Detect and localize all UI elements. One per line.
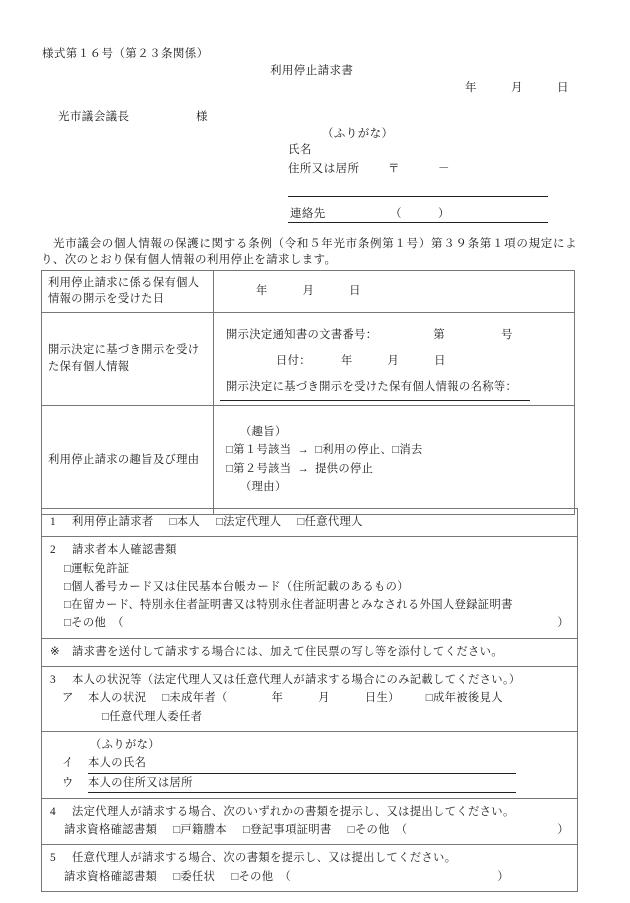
contact-paren-close: ）	[438, 208, 450, 220]
purpose-option-1[interactable]	[226, 442, 568, 458]
table-row-section-1	[42, 509, 578, 537]
checkbox-power-of-attorney[interactable]: □委任状	[173, 870, 216, 883]
info-name-label: 開示決定に基づき開示を受けた保有個人情報の名称等：	[226, 380, 518, 393]
identity-name-row[interactable]	[50, 754, 569, 773]
section-5-title: 任意代理人が請求する場合、次の書類を提示し、又は提出してください。	[72, 852, 457, 865]
section-4-docs-label: 請求資格確認書類	[64, 824, 158, 837]
form-number: 様式第１６号（第２３条関係）	[42, 48, 209, 60]
section-2-heading	[50, 541, 569, 559]
postal-code-symbol: 〒	[388, 163, 400, 175]
other-document-paren-close: ）	[557, 617, 569, 630]
label-disclosure-received-date: 利用停止請求に係る保有個人情報の開示を受けた日	[42, 271, 214, 313]
section-1-cell	[42, 509, 578, 537]
checkbox-other-4[interactable]: □その他 （	[347, 824, 408, 837]
label-disclosed-personal-info: 開示決定に基づき開示を受けた保有個人情報	[42, 312, 214, 405]
applicant-name-label: 氏名	[288, 144, 312, 156]
doc-number-row	[226, 327, 568, 343]
note-mark-icon: ※	[50, 645, 60, 658]
table-row-disclosed-info	[42, 312, 575, 405]
checkbox-voluntary-rep[interactable]: □任意代理人	[297, 516, 363, 528]
checkbox-voluntary-rep-delegator[interactable]: □任意代理人委任者	[102, 710, 203, 723]
checkbox-legal-rep[interactable]: □法定代理人	[216, 516, 282, 528]
checkbox-adult-ward[interactable]: □成年被後見人	[425, 692, 503, 705]
checkbox-minor[interactable]: □未成年者（	[162, 692, 228, 705]
section-2-number: 2	[50, 544, 56, 557]
item-index-u: ウ	[62, 776, 74, 789]
section-4-heading	[50, 803, 569, 821]
checkbox-drivers-license[interactable]: □運転免許証	[64, 562, 130, 575]
document-title: 利用停止請求書	[270, 65, 354, 77]
addressee-name: 光市議会議長	[58, 111, 130, 123]
table-row-disclosure-date	[42, 271, 575, 313]
doc-number-gou: 号	[501, 329, 513, 342]
section-3-heading	[50, 671, 569, 689]
section-1-title: 利用停止請求者	[72, 516, 154, 528]
applicant-verification-table	[41, 508, 578, 892]
furigana-label: （ふりがな）	[322, 128, 394, 140]
section-3-cell	[42, 667, 578, 732]
minor-birthdate: 年 月 日生）	[271, 692, 400, 705]
applicant-address-label: 住所又は居所	[288, 163, 360, 175]
checkbox-item1[interactable]: □第１号該当	[226, 444, 292, 457]
doc-number-label: 開示決定通知書の文書番号：	[226, 329, 378, 342]
section-3-identity-cell	[42, 731, 578, 798]
section-5-options[interactable]	[50, 868, 569, 886]
checkbox-item2[interactable]: □第２号該当	[226, 462, 292, 475]
submission-date-field[interactable]: 年 月 日	[465, 82, 569, 94]
table-row-section-3-identity	[42, 731, 578, 798]
section-1-number: 1	[50, 516, 56, 528]
contact-paren-open: （	[390, 208, 402, 220]
contact-write-line[interactable]	[288, 222, 548, 223]
doc-date-row	[276, 353, 568, 369]
field-principal-name[interactable]: 本人の氏名	[88, 754, 516, 773]
intro-paragraph: 光市議会の個人情報の保護に関する条例（令和５年光市条例第１号）第３９条第１項の規定により、次のとおり保有個人情報の利用停止を請求します。	[41, 238, 577, 267]
field-purpose-and-reason[interactable]	[214, 405, 575, 514]
checkbox-stop-use[interactable]: □利用の停止、	[315, 444, 393, 457]
section-2-title: 請求者本人確認書類	[72, 544, 177, 557]
label-stop-provision: 提供の停止	[315, 462, 374, 475]
doc-date-label: 日付：	[276, 354, 311, 367]
section-3-number: 3	[50, 674, 56, 687]
section-3-item-a[interactable]	[50, 689, 569, 707]
checkbox-my-number-card[interactable]: □個人番号カード又は住民基本台帳カード（住所記載のあるもの）	[64, 580, 409, 593]
doc-number-dai: 第	[433, 329, 446, 342]
field-disclosed-personal-info[interactable]	[214, 312, 575, 405]
address-write-line-1[interactable]	[288, 196, 548, 197]
postal-code-dash: －	[438, 163, 450, 175]
date-placeholder: 年 月 日	[256, 285, 361, 298]
other-document-label: □その他 （	[64, 617, 124, 630]
identity-address-row[interactable]	[50, 774, 569, 793]
checkbox-family-register[interactable]: □戸籍謄本	[173, 824, 227, 837]
checkbox-other-document[interactable]	[50, 614, 569, 632]
table-row-section-2-note	[42, 638, 578, 666]
table-row-section-5	[42, 845, 578, 892]
checkbox-self[interactable]: □本人	[169, 516, 200, 528]
reason-heading: （理由）	[240, 481, 287, 494]
label-purpose-and-reason: 利用停止請求の趣旨及び理由	[42, 405, 214, 514]
checkbox-residence-card[interactable]: □在留カード、特別永住者証明書又は特別永住者証明書とみなされる外国人登録証明書	[64, 599, 513, 612]
table-row-section-4	[42, 798, 578, 845]
table-row-section-3	[42, 667, 578, 732]
addressee-honorific: 様	[196, 111, 208, 123]
section-5-docs-label: 請求資格確認書類	[64, 870, 158, 883]
table-row-purpose-reason	[42, 405, 575, 514]
item-a-label: 本人の状況	[88, 692, 147, 705]
info-name-row	[226, 379, 568, 395]
section-5-paren-close: ）	[497, 870, 509, 883]
info-name-write-line[interactable]	[220, 400, 530, 401]
contact-label: 連絡先	[290, 208, 326, 220]
section-4-cell	[42, 798, 578, 845]
section-2-cell	[42, 537, 578, 638]
note-text: 請求書を送付して請求する場合には、加えて住民票の写し等を添付してください。	[72, 645, 503, 658]
section-2-note-cell	[42, 638, 578, 666]
section-3-title: 本人の状況等（法定代理人又は任意代理人が請求する場合にのみ記載してください。）	[72, 674, 521, 687]
section-4-options[interactable]	[50, 821, 569, 839]
item-index-i: イ	[62, 757, 74, 770]
arrow-icon-2: →	[297, 462, 310, 475]
purpose-option-2[interactable]	[226, 461, 568, 477]
checkbox-other-5[interactable]: □その他 （	[231, 870, 292, 883]
section-5-number: 5	[50, 852, 56, 865]
section-4-number: 4	[50, 805, 56, 818]
doc-date-value: 年 月 日	[340, 354, 446, 367]
section-5-heading	[50, 849, 569, 867]
section-4-paren-close: ）	[557, 824, 569, 837]
field-disclosure-received-date[interactable]	[214, 271, 575, 313]
purpose-heading: （趣旨）	[240, 426, 287, 438]
item-index-a: ア	[62, 692, 74, 705]
checkbox-erase[interactable]: □消去	[392, 444, 423, 457]
section-5-cell	[42, 845, 578, 892]
table-row-section-2	[42, 537, 578, 638]
identity-furigana-label: （ふりがな）	[90, 738, 160, 751]
arrow-icon: →	[297, 444, 310, 457]
disclosure-info-table	[41, 270, 575, 515]
checkbox-registry-certificate[interactable]: □登記事項証明書	[242, 824, 332, 837]
field-principal-address[interactable]: 本人の住所又は居所	[88, 774, 516, 793]
section-4-title: 法定代理人が請求する場合、次のいずれかの書類を提示し、又は提出してください。	[72, 805, 515, 818]
